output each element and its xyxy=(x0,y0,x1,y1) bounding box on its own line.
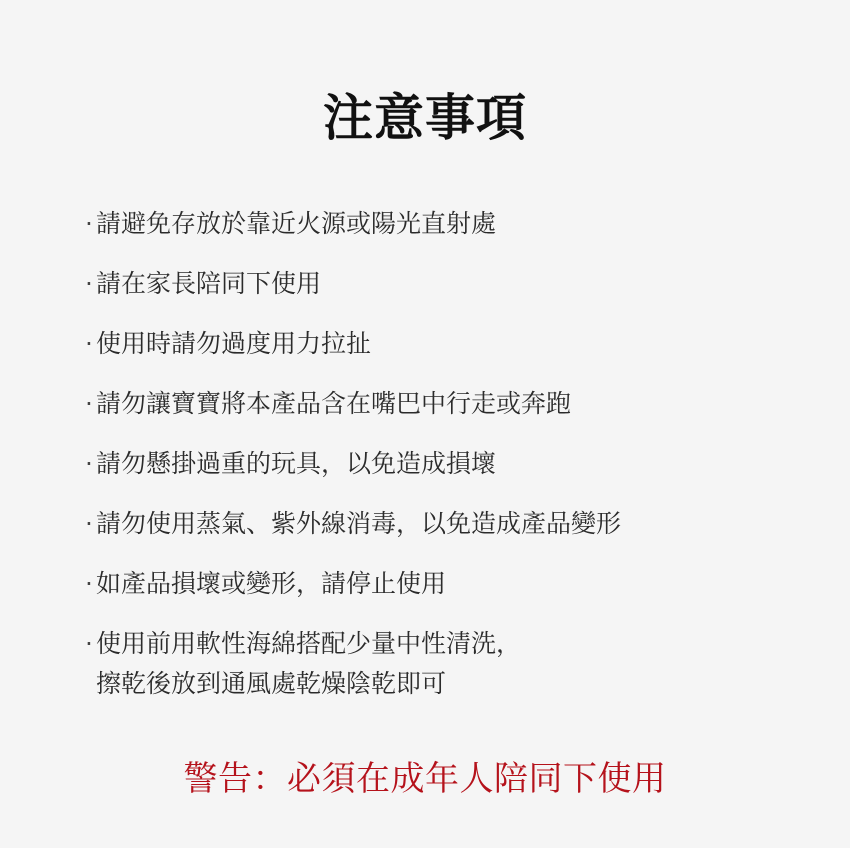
list-item xyxy=(82,624,782,704)
notice-text: 請勿使用蒸氣、紫外線消毒，以免造成產品變形 xyxy=(96,509,622,538)
bullet-mark: · xyxy=(85,450,93,478)
list-item xyxy=(82,324,782,364)
notice-text: 請在家長陪同下使用 xyxy=(96,269,322,298)
list-item xyxy=(82,204,782,244)
notice-text: 使用前用軟性海綿搭配少量中性清洗， 擦乾後放到通風處乾燥陰乾即可 xyxy=(96,629,522,698)
bullet-mark: · xyxy=(85,270,93,298)
warning-text: 警告：必須在成年人陪同下使用 xyxy=(183,759,667,799)
list-item xyxy=(82,384,782,424)
bullet-mark: · xyxy=(85,570,93,598)
notice-text: 請勿讓寶寶將本產品含在嘴巴中行走或奔跑 xyxy=(96,389,572,418)
list-item xyxy=(82,444,782,484)
bullet-mark: · xyxy=(85,210,93,238)
bullet-mark: · xyxy=(85,630,93,658)
list-item xyxy=(82,504,782,544)
notice-text: 如產品損壞或變形，請停止使用 xyxy=(96,569,447,598)
list-item xyxy=(82,564,782,604)
page-title: 注意事項 xyxy=(323,89,527,147)
bullet-mark: · xyxy=(85,330,93,358)
list-item xyxy=(82,264,782,304)
notice-list xyxy=(82,204,782,724)
notice-text: 請避免存放於靠近火源或陽光直射處 xyxy=(96,209,497,238)
notice-text: 請勿懸掛過重的玩具，以免造成損壞 xyxy=(96,449,497,478)
bullet-mark: · xyxy=(85,510,93,538)
bullet-mark: · xyxy=(85,390,93,418)
notice-text: 使用時請勿過度用力拉扯 xyxy=(96,329,372,358)
